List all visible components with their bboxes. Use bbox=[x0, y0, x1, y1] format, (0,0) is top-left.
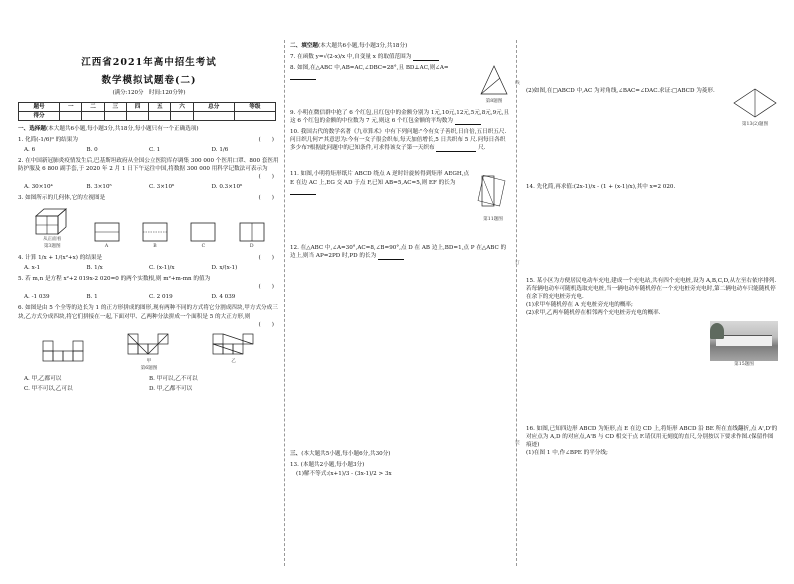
answer-bracket[interactable]: ( ) bbox=[258, 321, 274, 328]
option-c[interactable]: C. 3×10⁶ bbox=[149, 184, 175, 191]
question-4-stem: 4. 计算 1/x + 1/(x²+x) 的结果是 bbox=[18, 254, 103, 261]
question-13-stem: 13. (本题共2小题,每小题3分) bbox=[290, 462, 365, 469]
question-9 bbox=[290, 109, 510, 125]
question-13-part2 bbox=[526, 87, 778, 129]
question-8-stem: 8. 如图,在△ABC 中,AB=AC,∠DBC=28°,且 BD⊥AC,则∠A= bbox=[290, 65, 449, 72]
question-11 bbox=[290, 170, 510, 224]
section3-desc: (本大题共5小题,每小题6分,共30分) bbox=[301, 451, 391, 458]
score-input-cell[interactable] bbox=[126, 111, 148, 120]
answer-blank[interactable] bbox=[436, 147, 476, 152]
rhombus-abcd-icon bbox=[732, 87, 778, 121]
cross-shape-figure bbox=[41, 339, 87, 365]
exam-title: 江西省2021年高中招生考试 bbox=[81, 57, 217, 68]
question-12-stem: 12. 在△ABC 中,∠A=30°,AC=8,∠B=90°,点 D 在 AB 边上,BD=1,点 P 在△ABC 的边上,则当 AP=2PD 时,PD 的长为 bbox=[290, 245, 507, 260]
section2-title: 二、填空题 bbox=[290, 43, 318, 49]
option-d[interactable]: D. x/(x-1) bbox=[211, 265, 238, 272]
five-squares-icon bbox=[41, 339, 87, 365]
option-a[interactable]: A. 30×10⁴ bbox=[24, 184, 53, 191]
score-cell: 四 bbox=[126, 102, 148, 111]
question-6-options-row2 bbox=[18, 383, 280, 393]
section3-title: 三、 bbox=[290, 451, 302, 458]
view-a-label: A bbox=[104, 244, 109, 250]
score-cell: 等级 bbox=[234, 102, 275, 111]
solid-figure bbox=[32, 206, 72, 251]
score-table-header-row bbox=[19, 102, 276, 111]
view-option-b[interactable] bbox=[141, 221, 169, 251]
score-cell: 五 bbox=[149, 102, 171, 111]
score-cell: 二 bbox=[82, 102, 104, 111]
triangle-abc-icon bbox=[478, 64, 510, 98]
question-5-stem: 5. 若 m,n 是方程 x²+2 019x-2 020=0 的两个实数根,则 m²+m-mn 的值为 bbox=[18, 276, 211, 283]
question-15 bbox=[526, 277, 778, 369]
rotated-rectangle-icon bbox=[476, 170, 510, 216]
margin-label-1: 线 bbox=[513, 80, 519, 86]
question-6-figures bbox=[18, 329, 280, 366]
fig-label-yi: 乙 bbox=[231, 358, 236, 364]
answer-blank[interactable] bbox=[413, 56, 439, 61]
section1-heading bbox=[18, 125, 280, 133]
option-a[interactable]: A. 甲,乙都可以 bbox=[24, 376, 62, 383]
score-cell: 得分 bbox=[19, 111, 60, 120]
view-d-label: D bbox=[249, 244, 254, 250]
view-option-a[interactable] bbox=[93, 221, 121, 251]
question-4-options bbox=[18, 262, 280, 272]
option-d[interactable]: D. 4 039 bbox=[211, 294, 236, 301]
question-14-stem: 14. 先化简,再求值:(2x-1)/x - (1 + (x-1)/x),其中 x=2 020. bbox=[526, 183, 676, 190]
score-input-cell[interactable] bbox=[60, 111, 82, 120]
score-input-cell[interactable] bbox=[82, 111, 104, 120]
view-c-label: C bbox=[201, 244, 206, 250]
cut-figure-yi bbox=[211, 332, 257, 366]
answer-bracket[interactable]: ( ) bbox=[258, 136, 274, 143]
question-15-stem: 15. 某小区为方便居民电动车充电,建成一个充电站,共有四个充电桩,设为 A,B,C,D,从左至右依序排列.若每辆电动车可随机选取充电桩,当一辆电动车随机停在一个充电桩旁充电时,第二辆电动车只能随机停在余下的充电桩旁充电. bbox=[526, 277, 777, 300]
score-cell: 三 bbox=[104, 102, 126, 111]
fold-line-right bbox=[516, 40, 517, 566]
cut-jia-icon bbox=[126, 332, 172, 358]
margin-label-3: 装 bbox=[513, 440, 519, 446]
score-input-cell[interactable] bbox=[193, 111, 234, 120]
q13-2-figure bbox=[732, 87, 778, 129]
question-7-stem: 7. 在函数 y=√(2-x)/x 中,自变量 x 的取值范围为 bbox=[290, 54, 412, 61]
section2-heading bbox=[290, 42, 510, 50]
question-10-unit: 尺. bbox=[478, 145, 486, 152]
question-2-stem: 2. 在中国新冠肺炎疫情发生后,巴基斯坦政府从全国公立医院库存调集 300 000 个医用口罩、800 套医用防护服及 6 800 副手套,于 2020 年 2 月 1 日下午运往中国,将数据 300 000 用科学记数法可表示为 bbox=[18, 158, 279, 173]
fig-label-jia: 甲 bbox=[146, 358, 152, 364]
score-input-cell[interactable] bbox=[171, 111, 193, 120]
score-table bbox=[18, 102, 276, 121]
question-15-part1: (1)求甲车随机停在 A 充电桩旁充电的概率; bbox=[526, 302, 633, 309]
q11-figure bbox=[476, 170, 510, 224]
section3-heading bbox=[290, 450, 510, 458]
question-2 bbox=[18, 157, 280, 191]
question-3-stem: 3. 如图所示的几何体,它的左视图是 bbox=[18, 195, 106, 202]
answer-bracket[interactable]: ( ) bbox=[258, 254, 274, 261]
question-15-part2: (2)求甲,乙两车随机停在相邻两个充电桩旁充电的概率. bbox=[526, 310, 661, 317]
option-b[interactable]: B. 1 bbox=[86, 294, 98, 301]
view-d-icon bbox=[238, 221, 266, 243]
question-3 bbox=[18, 194, 280, 250]
option-b[interactable]: B. 1/x bbox=[86, 265, 103, 272]
answer-bracket[interactable]: ( ) bbox=[258, 284, 274, 291]
option-c[interactable]: C. 甲不可以,乙可以 bbox=[24, 386, 73, 393]
margin-label-2: 订 bbox=[513, 260, 519, 266]
view-a-icon bbox=[93, 221, 121, 243]
score-cell: 总分 bbox=[193, 102, 234, 111]
question-5 bbox=[18, 275, 280, 301]
question-13 bbox=[290, 461, 510, 477]
fig-caption: 第11题图 bbox=[483, 217, 503, 223]
view-c-icon bbox=[189, 221, 217, 243]
exam-subtitle: 数学模拟试题卷(二) bbox=[101, 74, 197, 86]
question-4 bbox=[18, 254, 280, 272]
option-a[interactable]: A. x-1 bbox=[24, 265, 41, 272]
answer-blank[interactable] bbox=[378, 255, 404, 260]
cube-solid-icon bbox=[32, 206, 72, 236]
question-16-stem: 16. 如图,已知四边形 ABCD 为矩形,点 E 在边 CD 上,将矩形 ABCD 沿 BE 所在直线翻折,点 A',D'的对应点为 A,D 的对应点,A'B 与 CD 相交于点 F.请仅用无刻度的直尺,分别按以下要求作图.(保留作图痕迹) bbox=[526, 425, 778, 449]
fig-caption: 第15题图 bbox=[734, 362, 754, 368]
answer-blank[interactable] bbox=[290, 75, 316, 80]
fig-label-front: 从正面看 bbox=[42, 236, 62, 242]
fig-caption: 第8题图 bbox=[485, 99, 503, 105]
answer-blank[interactable] bbox=[290, 190, 316, 195]
question-6-options-row1 bbox=[18, 373, 280, 383]
question-8 bbox=[290, 64, 510, 106]
score-input-cell[interactable] bbox=[104, 111, 126, 120]
score-cell: 一 bbox=[60, 102, 82, 111]
option-b[interactable]: B. 0 bbox=[86, 146, 98, 153]
question-10-stem: 10. 我国古代的数学名著《九章算术》中有下列问题:"今有女子善织,日自倍,五日织五尺.问日织几何?"其意思为:今有一女子很会织布,每天加倍增长,5 日共织布 5 尺.问每日各织多少布?根据此问题中的已知条件,可求得该女子第一天织布 bbox=[290, 129, 507, 152]
fold-line-left bbox=[284, 40, 285, 566]
question-12 bbox=[290, 244, 510, 260]
score-input-cell[interactable] bbox=[149, 111, 171, 120]
question-1-stem: 1. 化简(-1/6)⁰ 的结果为 bbox=[18, 136, 78, 143]
question-1-options bbox=[18, 144, 280, 154]
question-3-figures bbox=[18, 203, 280, 251]
score-table-score-row bbox=[19, 111, 276, 120]
question-16-part1: (1)在图 1 中,作∠BPE 的平分线; bbox=[526, 450, 608, 457]
middle-column bbox=[290, 38, 510, 478]
view-b-icon bbox=[141, 221, 169, 243]
q8-figure bbox=[478, 64, 510, 106]
answer-blank[interactable] bbox=[455, 120, 481, 125]
question-6-stem: 6. 如图是由 5 个全等的边长为 1 的正方形拼成的图形,现有两种不同的方式将它分割成四块,甲方式分成三块,乙方式分成四块,将它们拼接在一起,下面对甲、乙两种分法拼成一个面积是 5 的大正方形,则 bbox=[18, 305, 278, 320]
q15-figure bbox=[710, 321, 778, 369]
view-option-d[interactable] bbox=[238, 221, 266, 251]
option-b[interactable]: B. 甲可以,乙不可以 bbox=[149, 376, 198, 383]
section1-desc: (本大题共6小题,每小题3分,共18分,每小题只有一个正确选项) bbox=[45, 125, 199, 132]
cut-yi-icon bbox=[211, 332, 257, 358]
left-column bbox=[18, 38, 280, 393]
option-c[interactable]: C. 2 019 bbox=[149, 294, 173, 301]
question-11-stem: 11. 如图,小明将矩形纸片 ABCD 绕点 A 逆时针旋转得到矩形 AEGH,点 E 在边 AC 上,EG 交 AD 于点 F,已知 AB=5,AC=5,则 EF 的长为 bbox=[290, 171, 470, 186]
question-16 bbox=[526, 425, 778, 457]
question-6 bbox=[18, 304, 280, 393]
answer-bracket[interactable]: ( ) bbox=[258, 195, 274, 202]
exam-meta: (满分:120分 时间:120分钟) bbox=[112, 89, 186, 96]
section2-desc: (本大题共6小题,每小题3分,共18分) bbox=[317, 43, 408, 49]
score-cell: 六 bbox=[171, 102, 193, 111]
cut-figure-jia bbox=[126, 332, 172, 366]
question-2-options bbox=[18, 181, 280, 191]
option-c[interactable]: C. (x-1)/x bbox=[149, 265, 175, 272]
section1-title: 一、选择题 bbox=[18, 125, 46, 132]
score-input-cell[interactable] bbox=[234, 111, 275, 120]
fig-caption: 第3题图 bbox=[43, 244, 61, 250]
view-b-label: B bbox=[153, 244, 157, 250]
option-d[interactable]: D. 1/6 bbox=[211, 146, 229, 153]
question-10 bbox=[290, 128, 510, 152]
view-option-c[interactable] bbox=[189, 221, 217, 251]
option-d[interactable]: D. 0.3×10⁶ bbox=[211, 184, 243, 191]
question-13-part2-stem: (2)如图,在□ABCD 中,AC 为对角线,∠BAC=∠DAC.求证:□ABCD 为菱形. bbox=[526, 88, 715, 94]
option-b[interactable]: B. 3×10⁵ bbox=[86, 184, 112, 191]
option-a[interactable]: A. -1 039 bbox=[24, 294, 50, 301]
charging-station-photo bbox=[710, 321, 778, 361]
question-7 bbox=[290, 53, 510, 61]
score-cell: 题号 bbox=[19, 102, 60, 111]
question-1 bbox=[18, 136, 280, 154]
answer-bracket[interactable]: ( ) bbox=[258, 174, 274, 181]
question-9-stem: 9. 小明在微信群中抢了 6 个红包,且红包中的金额分别为 1元,10元,12元,5元,8元,9元,且这 6 个红包的金额的中位数为 7 元,则这 6 个红包金额的平均数为 bbox=[290, 109, 510, 124]
fig-caption: 第13(2)题图 bbox=[741, 122, 769, 127]
option-d[interactable]: D. 甲,乙都不可以 bbox=[149, 386, 193, 393]
question-13-part1: (1)解不等式:(x+1)/3 - (3x-1)/2 > 3x bbox=[296, 470, 392, 477]
question-14 bbox=[526, 183, 778, 191]
option-a[interactable]: A. 6 bbox=[24, 146, 36, 153]
fig-caption: 第6题图 bbox=[140, 366, 158, 372]
right-column bbox=[526, 84, 778, 457]
option-c[interactable]: C. 1 bbox=[149, 146, 161, 153]
question-5-options bbox=[18, 291, 280, 301]
